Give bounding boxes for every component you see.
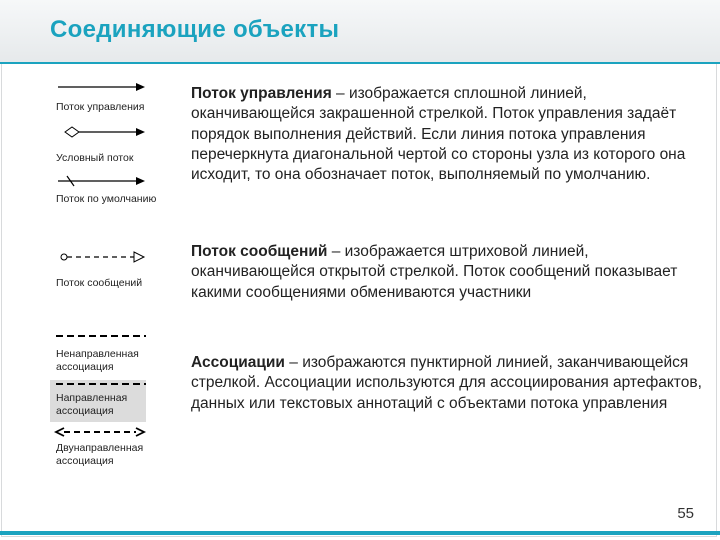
directed-association-line-icon [50, 380, 150, 388]
legend-undirected-association-line1: Ненаправленная [56, 348, 139, 360]
legend-directed-association-line1: Направленная [56, 392, 128, 404]
message-flow-description [191, 242, 703, 303]
control-flow-text: – изображается сплошной линией, оканчивающейся закрашенной стрелкой. Поток управления задаёт порядок выполнения действий. Если линия потока управления перечеркнута диагональной чертой со стороны узла из которого она исходит, то она обозначает поток, выполняемый по умолчанию. [191, 85, 686, 184]
legend-control-flow-label: Поток управления [56, 101, 145, 113]
header-divider [0, 62, 720, 64]
undirected-association-line-icon [50, 332, 150, 340]
slide-title: Соединяющие объекты [50, 16, 340, 43]
bidirectional-association-arrow-icon [50, 425, 150, 439]
legend-default-flow-label: Поток по умолчанию [56, 193, 157, 205]
association-term: Ассоциации [191, 354, 285, 371]
message-flow-arrow-icon [50, 249, 150, 265]
footer-divider [0, 531, 720, 535]
association-description [191, 353, 703, 414]
slide-header [0, 0, 720, 62]
legend-undirected-association-line2: ассоциация [56, 361, 114, 373]
legend-message-flow-label: Поток сообщений [56, 277, 143, 289]
control-flow-arrow-icon [50, 80, 150, 94]
page-number: 55 [677, 505, 694, 522]
legend-directed-association-line2: ассоциация [56, 405, 114, 417]
legend-bidirectional-association-line2: ассоциация [56, 455, 114, 467]
legend-conditional-flow-label: Условный поток [56, 152, 134, 164]
default-flow-arrow-icon [50, 174, 150, 188]
control-flow-term: Поток управления [191, 85, 332, 102]
message-flow-text: – изображается штриховой линией, оканчивающейся открытой стрелкой. Поток сообщений показывает какими сообщениями обмениваются участники [191, 243, 678, 301]
legend-bidirectional-association-line1: Двунаправленная [56, 442, 144, 454]
message-flow-term: Поток сообщений [191, 243, 328, 260]
control-flow-description [191, 84, 703, 185]
conditional-flow-arrow-icon [50, 124, 150, 140]
association-text: – изображаются пунктирной линией, заканчивающейся стрелкой. Ассоциации используются для ассоциирования артефактов, данных или текстовых аннотаций с объектами потока управления [191, 354, 702, 412]
